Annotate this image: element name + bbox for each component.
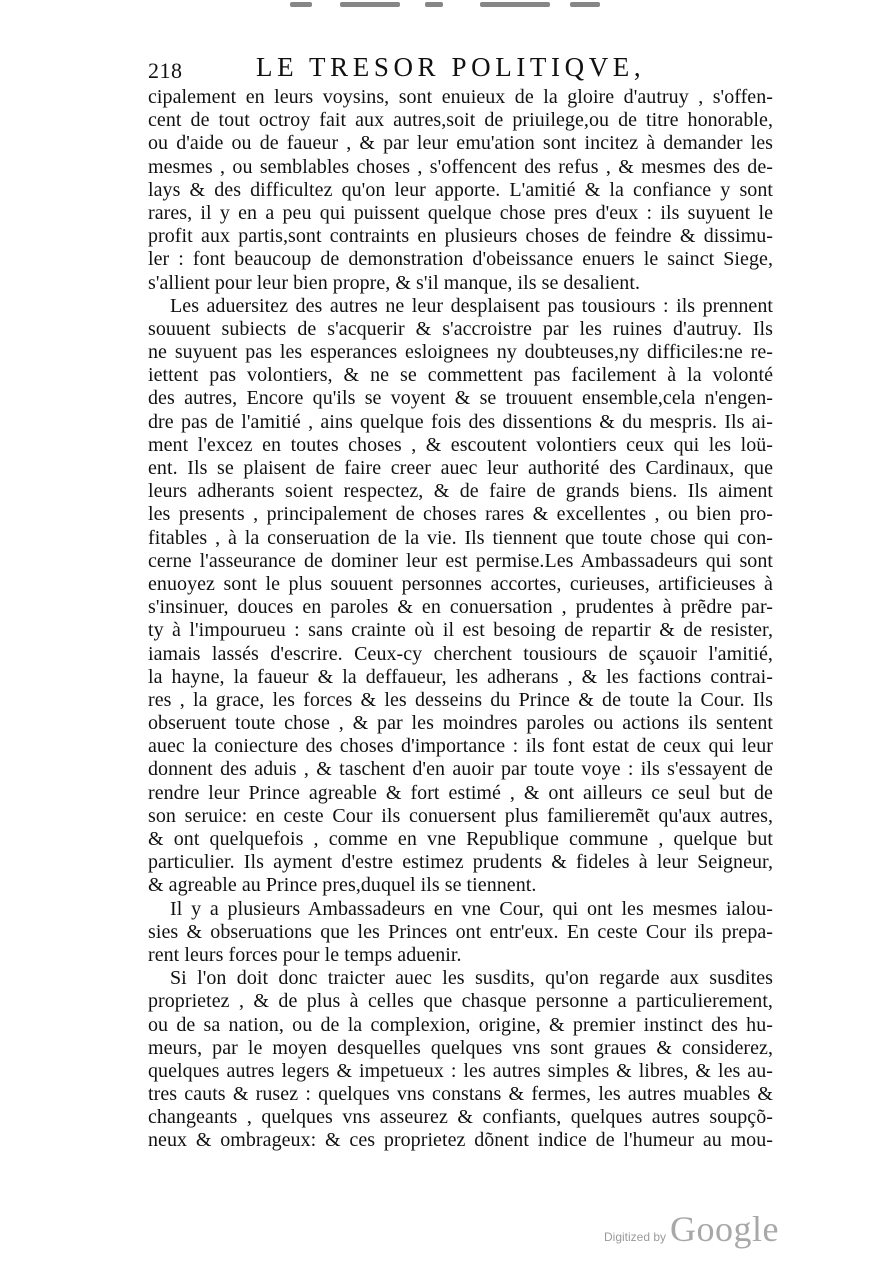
digitized-by-label: Digitized by (603, 1230, 667, 1244)
text-line: & ont quelquefois , comme en vne Republique commune , quelque but (148, 828, 773, 850)
text-line: ou d'aide ou de faueur , & par leur emu'ation sont incitez à demander les (148, 132, 773, 155)
text-line: leurs adherants soient respectez, & de faire de grands biens. Ils aiment (148, 480, 773, 503)
text-line: obseruent toute chose , & par les moindres paroles ou actions ils sentent (148, 712, 773, 735)
text-line: s'insinuer, douces en paroles & en conuersation , prudentes à prẽdre par- (148, 596, 773, 619)
text-line: souuent subiects de s'acquerir & s'accroistre par les ruines d'autruy. Ils (148, 317, 773, 340)
text-line: Les aduersitez des autres ne leur desplaisent pas tousiours : ils prennent (170, 294, 773, 317)
text-line: changeants , quelques vns asseurez & confiants, quelques autres soupçõ- (148, 1106, 773, 1129)
text-line: ment l'excez en toutes choses , & escoutent volontiers ceux qui les loü- (148, 433, 773, 456)
text-line: profit aux partis,sont contraints en plusieurs choses de feindre & dissimu- (148, 225, 773, 248)
text-line: quelques autres legers & impetueux : les autres simples & libres, & les au- (148, 1059, 773, 1082)
running-title: LE TRESOR POLITIQVE, (256, 52, 646, 82)
text-line: tres cauts & rusez : quelques vns constans & fermes, les autres muables & (148, 1083, 773, 1106)
text-line: fitables , à la conseruation de la vie. Ils tiennent que toute chose qui con- (148, 526, 773, 549)
body-text (148, 86, 773, 1153)
google-logo: Google (670, 1209, 779, 1249)
text-line: son seruice: en ceste Cour ils conuersent plus familieremẽt qu'aux autres, (148, 804, 773, 827)
text-line: particulier. Ils ayment d'estre estimez prudents & fideles à leur Seigneur, (148, 851, 773, 874)
text-line: rent leurs forces pour le temps aduenir. (148, 943, 462, 966)
text-line: ou de sa nation, ou de la complexion, origine, & premier instinct des hu- (148, 1013, 773, 1036)
text-line: des autres, Encore qu'ils se voyent & se trouuent ensemble,cela n'engen- (148, 387, 773, 410)
text-line: ler : font beaucoup de demonstration d'obeissance enuers le sainct Siege, (148, 248, 773, 271)
text-line: res , la grace, les forces & les desseins du Prince & de toute la Cour. Ils (148, 688, 773, 711)
text-line: s'allient pour leur bien propre, & s'il manque, ils se desalient. (148, 271, 641, 294)
text-line: les presents , principalement de choses rares & excellentes , ou bien pro- (148, 503, 773, 526)
digitized-by-watermark (604, 1208, 779, 1250)
text-line: iettent pas volontiers, & ne se commettent pas facilement à la volonté (148, 364, 773, 387)
text-line: rendre leur Prince agreable & fort estimé , & ont ailleurs ce seul but de (148, 781, 773, 804)
text-line: Si l'on doit donc traicter auec les susdits, qu'on regarde aux susdites (170, 967, 773, 990)
text-line: mesmes , ou semblables choses , s'offencent des refus , & mesmes des de- (148, 155, 773, 178)
text-line: ne suyuent pas les esperances esloignees ny doubteuses,ny difficiles:ne re- (148, 341, 773, 364)
text-line: cent de tout octroy fait aux autres,soit de priuilege,ou de titre honorable, (148, 109, 773, 132)
page-number: 218 (148, 58, 183, 83)
text-line: auec la coniecture des choses d'importance : ils font estat de ceux qui leur (148, 735, 773, 758)
text-line: dre pas de l'amitié , ains quelque fois des dissentions & du mespris. Ils ai- (148, 410, 773, 433)
page-header (148, 52, 773, 88)
text-line: proprietez , & de plus à celles que chasque personne a particulierement, (148, 990, 773, 1013)
text-line: cipalement en leurs voysins, sont enuieux de la gloire d'autruy , s'offen- (148, 86, 773, 108)
text-line: donnent des aduis , & taschent d'en auoir par toute voye : ils s'essayent de (148, 758, 773, 781)
text-line: ent. Ils se plaisent de faire creer auec leur authorité des Cardinaux, que (148, 457, 773, 479)
text-line: rares, il y en a peu qui puissent quelque chose pres d'eux : ils suyuent le (148, 201, 773, 224)
text-line: iamais lassés d'escrire. Ceux-cy cherchent tousiours de sçauoir l'amitié, (148, 642, 773, 665)
text-line: meurs, par le moyen desquelles quelques vns sont graues & considerez, (148, 1036, 773, 1059)
text-line: enuoyez sont le plus souuent personnes accortes, curieuses, artificieuses à (148, 572, 773, 595)
text-line: neux & ombrageux: & ces proprietez dõnent indice de l'humeur au mou- (148, 1129, 773, 1152)
text-line: & agreable au Prince pres,duquel ils se tiennent. (148, 874, 537, 897)
top-edge-marks (250, 0, 630, 14)
text-line: sies & obseruations que les Princes ont entr'eux. En ceste Cour ils prepa- (148, 920, 773, 943)
text-line: la hayne, la faueur & la deffaueur, les adherans , & les factions contrai- (148, 665, 773, 688)
text-line: lays & des difficultez qu'on leur apporte. L'amitié & la confiance y sont (148, 178, 773, 201)
text-line: cerne l'asseurance de dominer leur est permise.Les Ambassadeurs qui sont (148, 549, 773, 572)
text-line: Il y a plusieurs Ambassadeurs en vne Cour, qui ont les mesmes ialou- (170, 897, 773, 920)
text-line: ty à l'impourueu : sans crainte où il est besoing de repartir & de resister, (148, 619, 773, 642)
